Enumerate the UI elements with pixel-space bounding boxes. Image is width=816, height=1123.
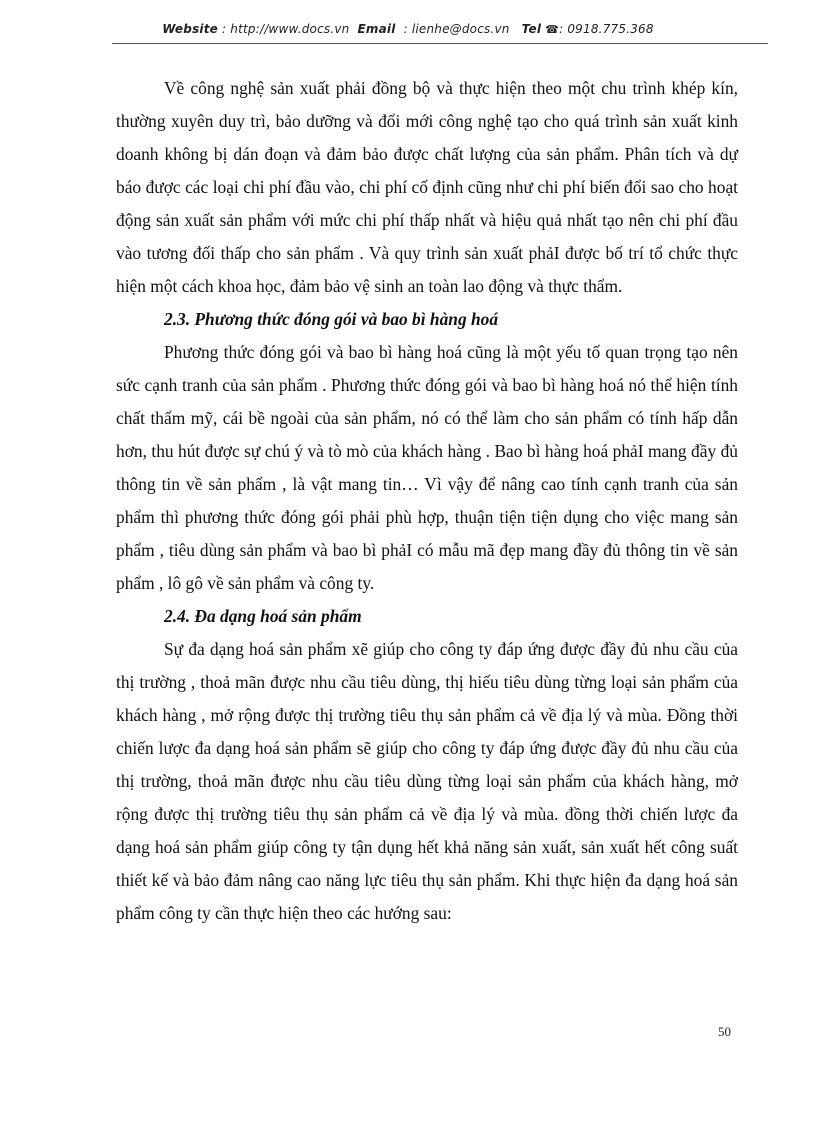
tel-label: Tel <box>521 22 542 36</box>
website-label: Website <box>162 22 218 36</box>
section-heading: 2.4. Đa dạng hoá sản phẩm <box>164 606 362 626</box>
paragraph: Phương thức đóng gói và bao bì hàng hoá cũng là một yếu tố quan trọng tạo nên sức cạnh tranh của sản phẩm . Phương thức đóng gói và bao bì hàng hoá nó thể hiện tính chất thẩm mỹ, cái bề ngoài của sản phẩm, nó có thể làm cho sản phẩm có tính hấp dẫn hơn, thu hút được sự chú ý và tò mò của khách hàng . Bao bì hàng hoá phảI mang đầy đủ thông tin về sản phẩm , là vật mang tin… Vì vậy để nâng cao tính cạnh tranh của sản phẩm thì phương thức đóng gói phải phù hợp, thuận tiện tiện dụng cho việc mang sản phẩm , tiêu dùng sản phẩm và bao bì phảI có mẫu mã đẹp mang đầy đủ thông tin về sản phẩm , lô gô về sản phẩm và công ty. <box>116 342 738 593</box>
document-body <box>116 72 738 930</box>
paragraph: Sự đa dạng hoá sản phẩm xẽ giúp cho công ty đáp ứng được đầy đủ nhu cầu của thị trường , thoả mãn được nhu cầu tiêu dùng, thị hiếu tiêu dùng từng loại sản phẩm của khách hàng , mở rộng được thị trường tiêu thụ sản phẩm cả về địa lý và mùa. Đồng thời chiến lược đa dạng hoá sản phẩm sẽ giúp cho công ty đáp ứng được đầy đủ nhu cầu của thị trường, thoả mãn được nhu cầu tiêu dùng từng loại sản phẩm của khách hàng, mở rộng được thị trường tiêu thụ sản phẩm cả về địa lý và mùa. đồng thời chiến lược đa dạng hoá sản phẩm giúp công ty tận dụng hết khả năng sản xuất, sản xuất hết công suất thiết kế và bảo đảm nâng cao năng lực tiêu thụ sản phẩm. Khi thực hiện đa dạng hoá sản phẩm công ty cần thực hiện theo các hướng sau: <box>116 639 738 923</box>
page-header <box>0 22 816 36</box>
paragraph: Về công nghệ sản xuất phải đồng bộ và thực hiện theo một chu trình khép kín, thường xuyên duy trì, bảo dưỡng và đổi mới công nghệ tạo cho quá trình sản xuất kinh doanh không bị dán đoạn và đảm bảo được chất lượng của sản phẩm. Phân tích và dự báo được các loại chi phí đầu vào, chi phí cố định cũng như chi phí biến đổi sao cho hoạt động sản xuất sản phẩm với mức chi phí thấp nhất và hiệu quả nhất tạo nên chi phí đầu vào tương đối thấp cho sản phẩm . Và quy trình sản xuất phảI được bố trí tổ chức thực hiện một cách khoa học, đảm bảo vệ sinh an toàn lao động và thực thẩm. <box>116 78 738 296</box>
section-heading: 2.3. Phương thức đóng gói và bao bì hàng hoá <box>164 309 499 329</box>
email-value: : lienhe@docs.vn <box>403 22 510 36</box>
phone-icon: ☎ <box>545 23 560 36</box>
page-number: 50 <box>718 1024 731 1039</box>
header-divider <box>112 43 768 44</box>
email-label: Email <box>357 22 396 36</box>
website-value: : http://www.docs.vn <box>222 22 350 36</box>
tel-value: : 0918.775.368 <box>559 22 654 36</box>
